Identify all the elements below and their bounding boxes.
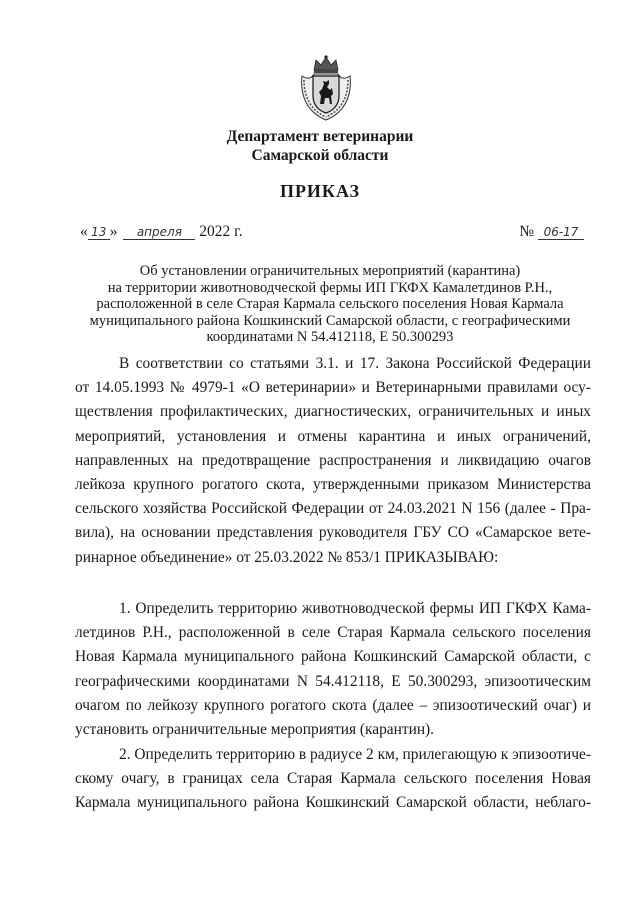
date-year: 2022 г. [199,223,243,240]
samara-coat-of-arms-icon [296,54,356,122]
text-line: 2. Определить территорию в радиусе 2 км, прилегающую к эпизоотиче- [119,746,591,763]
order-date [80,223,243,241]
date-open-quote: « [80,223,88,240]
subject-line: муниципального района Кошкинский Самарской области, с географическими [89,312,571,329]
date-month-handwritten: апреля [123,225,195,240]
text-line: вила), на основании представления руководителя ГБУ СО «Самарское ветe- [75,524,591,542]
subject-line: на территории животноводческой фермы ИП ГКФХ Камалетдинов Р.Н., [107,279,553,296]
text-line: лейкоза крупного рогатого скота, утвержденными приказом Министерства [75,476,591,494]
text-line: установить ограничительные мероприятия (карантин). [75,721,435,739]
text-line: ществления профилактических, диагностических, ограничительных и иных [75,403,591,421]
text-line: направленных на предотвращение распространения и ликвидацию очагов [75,451,591,469]
subject-line: Об установлении ограничительных мероприятий (карантина) [139,263,521,279]
number-handwritten: 06-17 [538,225,584,240]
date-close-quote: » [109,223,118,240]
text-line: географическими координатами N 54.412118, E 50.300293, эпизоотическим [75,672,591,690]
subject-line: координатами N 54.412118, E 50.300293 [206,329,454,345]
text-line: ринарное объединение» от 25.03.2022 № 853/1 ПРИКАЗЫВАЮ: [75,548,499,566]
clause-2-paragraph [75,743,591,816]
clause-1-paragraph [75,597,591,742]
order-title: ПРИКАЗ [279,181,361,201]
date-day-handwritten: 13 [88,225,110,240]
preamble-paragraph [75,352,591,570]
text-line: мероприятий, установления и отмены карантина и иных ограничений, [75,427,591,445]
text-line: Кармала муниципального района Кошкинский Самарской области, неблаго- [75,794,591,812]
order-number [519,223,584,241]
order-subject [70,263,590,346]
text-line: от 14.05.1993 № 4979-1 «О ветеринарии» и Ветеринарными правилами осу- [75,379,591,397]
number-prefix: № [519,223,534,240]
subject-line: расположенной в селе Старая Кармала сельского поселения Новая Кармала [96,296,564,312]
department-name-line2: Самарской области [251,147,389,164]
text-line: летдинов Р.Н., расположенной в селе Старая Кармала сельского поселения [75,624,591,642]
text-line: очагом по лейкозу крупного рогатого скота (далее – эпизоотический очаг) и [75,696,591,714]
text-line: Новая Кармала муниципального района Кошкинский Самарской области, с [75,648,591,666]
text-line: сельского хозяйства Российской Федерации от 24.03.2021 N 156 (далее - Пра- [75,500,591,518]
text-line: В соответствии со статьями 3.1. и 17. Закона Российской Федерации [119,355,591,372]
text-line: скому очагу, в границах села Старая Кармала сельского поселения Новая [75,770,591,788]
text-line: 1. Определить территорию животноводческой фермы ИП ГКФХ Кама- [119,600,591,617]
department-name-line1: Департамент ветеринарии [226,128,414,145]
